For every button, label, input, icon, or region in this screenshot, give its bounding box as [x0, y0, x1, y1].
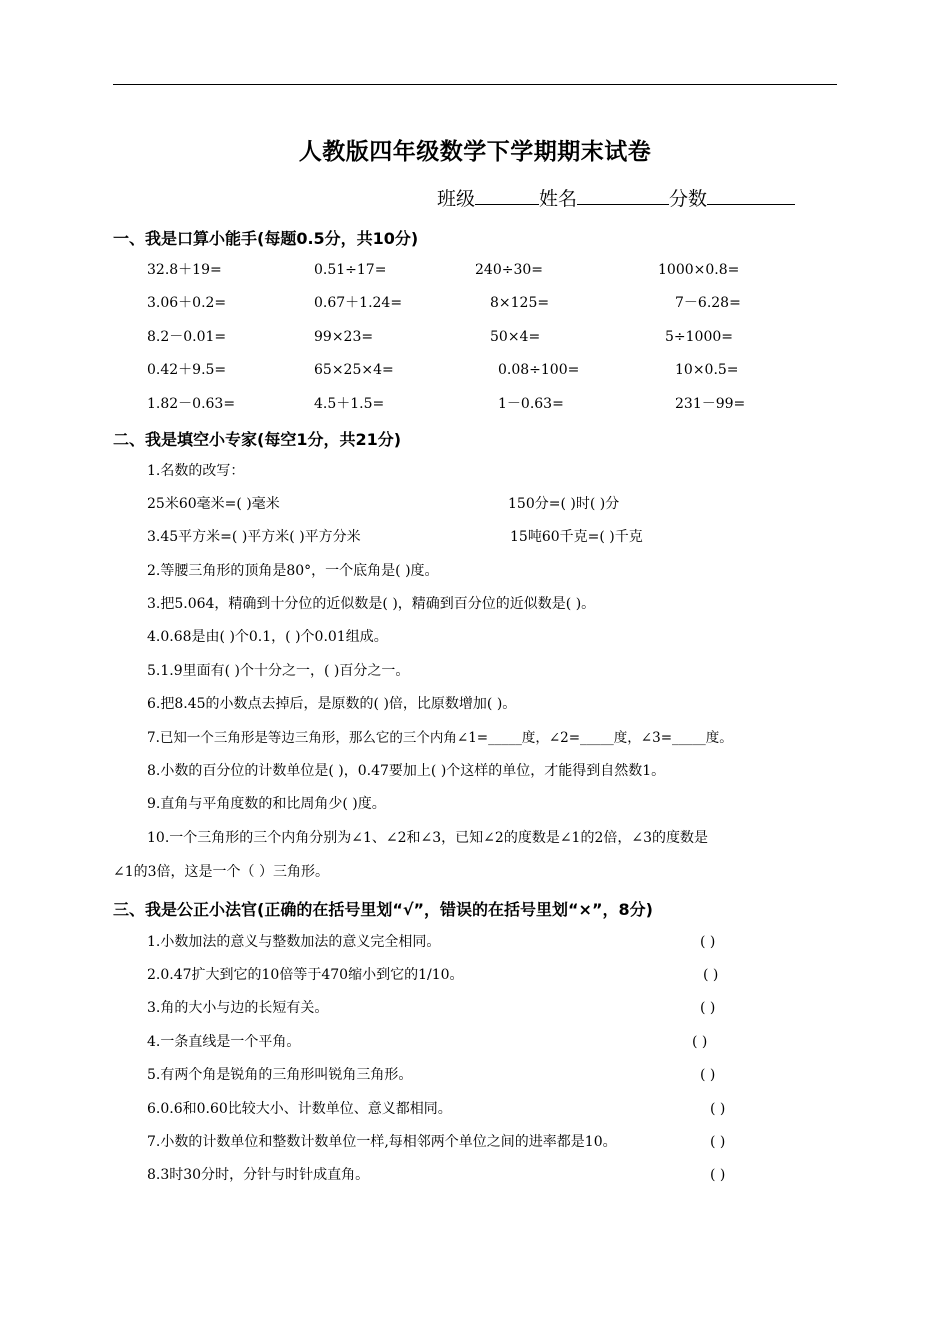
calc-item: 231－99=: [675, 396, 746, 412]
judge-item: 2.0.47扩大到它的10倍等于470缩小到它的1/10。: [147, 967, 464, 983]
question-1: 1.名数的改写：: [147, 463, 245, 479]
calc-item: 0.08÷100=: [498, 362, 580, 378]
calc-item: 3.06＋0.2=: [147, 295, 227, 311]
question-1c: 3.45平方米=( )平方米( )平方分米: [147, 529, 361, 545]
name-label: 姓名: [539, 188, 578, 210]
top-rule: [113, 84, 837, 85]
calc-item: 0.67＋1.24=: [314, 295, 403, 311]
calc-item: 1.82－0.63=: [147, 396, 236, 412]
judge-item: 8.3时30分时，分针与时针成直角。: [147, 1167, 370, 1183]
answer-bracket[interactable]: ( ): [700, 1067, 716, 1083]
section1-heading: 一、我是口算小能手(每题0.5分，共10分): [113, 229, 419, 248]
calc-item: 0.42＋9.5=: [147, 362, 227, 378]
question-1a: 25米60毫米=( )毫米: [147, 496, 280, 512]
answer-bracket[interactable]: ( ): [703, 967, 719, 983]
question-10-line1: 10.一个三角形的三个内角分别为∠1、∠2和∠3，已知∠2的度数是∠1的2倍，∠3的度数是: [147, 830, 708, 846]
calc-item: 1－0.63=: [498, 396, 564, 412]
calc-item: 240÷30=: [475, 262, 543, 278]
judge-item: 4.一条直线是一个平角。: [147, 1034, 301, 1050]
judge-item: 3.角的大小与边的长短有关。: [147, 1000, 329, 1016]
question-4: 4.0.68是由( )个0.1，( )个0.01组成。: [147, 629, 388, 645]
calc-item: 8.2－0.01=: [147, 329, 227, 345]
calc-item: 0.51÷17=: [314, 262, 387, 278]
answer-bracket[interactable]: ( ): [710, 1101, 726, 1117]
question-1d: 15吨60千克=( )千克: [510, 529, 643, 545]
judge-item: 1.小数加法的意义与整数加法的意义完全相同。: [147, 934, 441, 950]
question-5: 5.1.9里面有( )个十分之一，( )百分之一。: [147, 663, 410, 679]
calc-item: 4.5＋1.5=: [314, 396, 385, 412]
judge-item: 7.小数的计数单位和整数计数单位一样,每相邻两个单位之间的进率都是10。: [147, 1134, 617, 1150]
calc-item: 8×125=: [490, 295, 550, 311]
calc-item: 1000×0.8=: [658, 262, 740, 278]
page-title: 人教版四年级数学下学期期末试卷: [298, 139, 652, 165]
calc-item: 50×4=: [490, 329, 541, 345]
question-9: 9.直角与平角度数的和比周角少( )度。: [147, 796, 386, 812]
question-2: 2.等腰三角形的顶角是80°，一个底角是( )度。: [147, 563, 439, 579]
question-1b: 150分=( )时( )分: [508, 496, 620, 512]
answer-bracket[interactable]: ( ): [700, 1000, 716, 1016]
calc-item: 7－6.28=: [675, 295, 741, 311]
calc-item: 32.8＋19=: [147, 262, 222, 278]
section3-heading: 三、我是公正小法官(正确的在括号里划“√”，错误的在括号里划“×”，8分): [113, 900, 653, 919]
answer-bracket[interactable]: ( ): [710, 1167, 726, 1183]
student-info: [437, 184, 795, 211]
question-3: 3.把5.064，精确到十分位的近似数是( )，精确到百分位的近似数是( )。: [147, 596, 596, 612]
answer-bracket[interactable]: ( ): [710, 1134, 726, 1150]
calc-item: 65×25×4=: [314, 362, 394, 378]
judge-item: 5.有两个角是锐角的三角形叫锐角三角形。: [147, 1067, 413, 1083]
class-label: 班级: [437, 188, 476, 210]
question-8: 8.小数的百分位的计数单位是( )，0.47要加上( )个这样的单位，才能得到自然数1。: [147, 763, 666, 779]
question-10-line2: ∠1的3倍，这是一个（ ）三角形。: [113, 864, 329, 880]
calc-item: 99×23=: [314, 329, 374, 345]
answer-bracket[interactable]: ( ): [692, 1034, 708, 1050]
section2-heading: 二、我是填空小专家(每空1分，共21分): [113, 430, 402, 449]
calc-item: 5÷1000=: [665, 329, 733, 345]
answer-bracket[interactable]: ( ): [700, 934, 716, 950]
question-6: 6.把8.45的小数点去掉后，是原数的( )倍，比原数增加( )。: [147, 696, 517, 712]
judge-item: 6.0.6和0.60比较大小、计数单位、意义都相同。: [147, 1101, 452, 1117]
score-label: 分数: [669, 188, 708, 210]
class-blank[interactable]: [475, 186, 539, 205]
name-blank[interactable]: [577, 186, 669, 205]
score-blank[interactable]: [707, 186, 795, 205]
calc-item: 10×0.5=: [675, 362, 739, 378]
question-7: 7.已知一个三角形是等边三角形，那么它的三个内角∠1=_____度，∠2=_____度，∠3=_____度。: [147, 730, 733, 746]
